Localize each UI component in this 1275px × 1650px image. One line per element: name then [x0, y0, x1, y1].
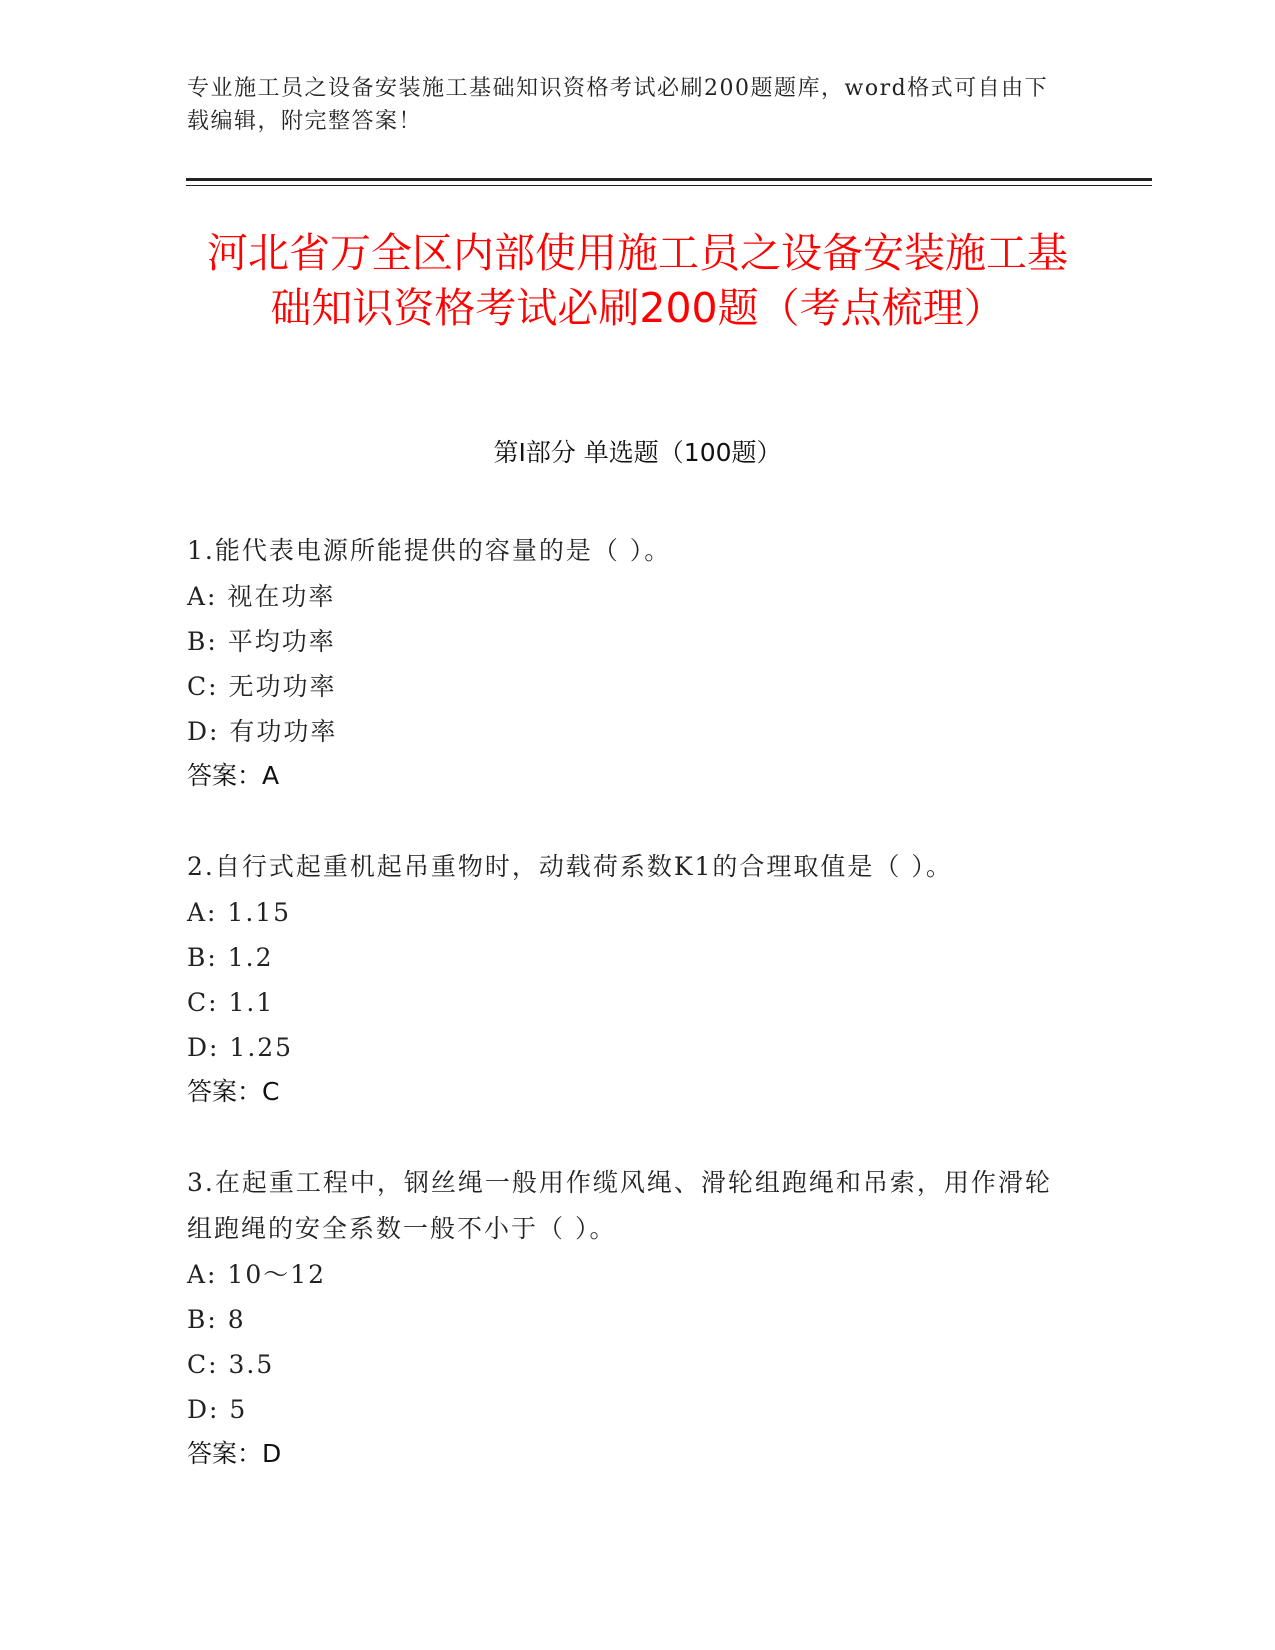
option-b: B: 1.2 — [187, 943, 274, 972]
answer-line: 答案：A — [187, 761, 280, 790]
question-block — [187, 528, 1077, 798]
option-b: B: 8 — [187, 1305, 246, 1334]
header-note: 专业施工员之设备安装施工基础知识资格考试必刷200题题库，word格式可自由下载编辑，附完整答案！ — [187, 76, 1049, 134]
question-block — [187, 844, 1077, 1114]
answer-line: 答案：C — [187, 1077, 280, 1106]
header-divider-thick — [186, 178, 1152, 181]
option-a: A: 视在功率 — [187, 582, 336, 611]
question-text: 3.在起重工程中，钢丝绳一般用作缆风绳、滑轮组跑绳和吊索，用作滑轮组跑绳的安全系数一般不小于（ ）。 — [187, 1168, 1052, 1243]
option-d: D: 5 — [187, 1395, 248, 1424]
header-divider-thin — [186, 185, 1152, 186]
option-d: D: 1.25 — [187, 1033, 294, 1062]
option-c: C: 1.1 — [187, 988, 275, 1017]
question-text: 1.能代表电源所能提供的容量的是（ ）。 — [187, 536, 672, 565]
answer-line: 答案：D — [187, 1439, 282, 1468]
option-c: C: 无功功率 — [187, 672, 337, 701]
section-title: 第I部分 单选题（100题） — [493, 438, 782, 467]
option-c: C: 3.5 — [187, 1350, 275, 1379]
document-title: 河北省万全区内部使用施工员之设备安装施工基础知识资格考试必刷200题（考点梳理） — [207, 229, 1068, 332]
question-block — [187, 1160, 1077, 1476]
question-text: 2.自行式起重机起吊重物时，动载荷系数K1的合理取值是（ ）。 — [187, 852, 953, 881]
option-a: A: 10～12 — [187, 1260, 327, 1289]
option-b: B: 平均功率 — [187, 627, 336, 656]
option-d: D: 有功功率 — [187, 717, 338, 746]
option-a: A: 1.15 — [187, 898, 292, 927]
